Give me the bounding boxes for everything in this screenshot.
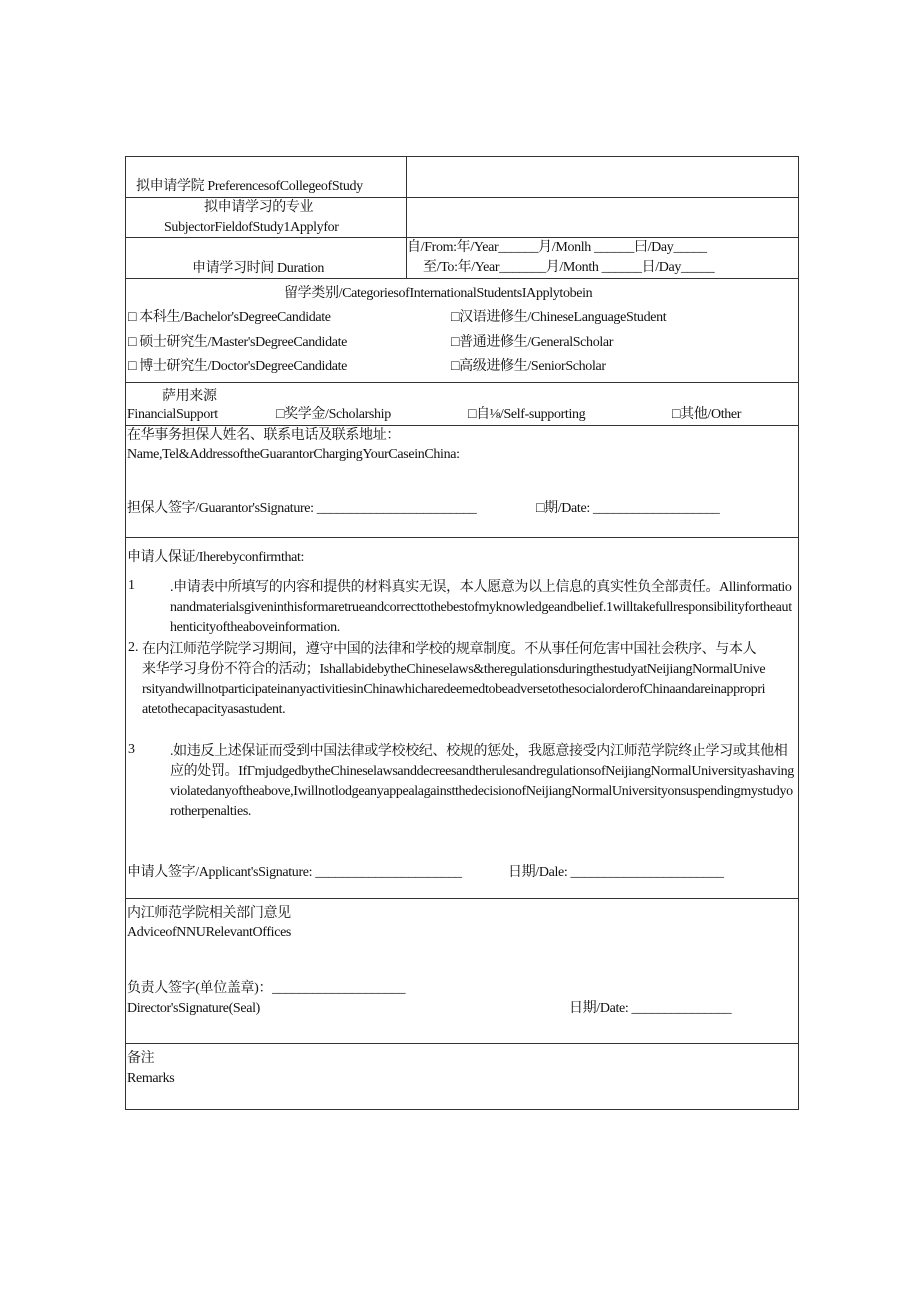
category-senior-scholar[interactable]: □高级进修生/SeniorScholar bbox=[451, 359, 606, 374]
applicant-signature[interactable]: 申请人签字/Applicant'sSignature: ______________________ bbox=[127, 865, 462, 880]
form-table bbox=[125, 156, 799, 1110]
item-number: 3 bbox=[128, 742, 135, 757]
item-text: 在内江师范学院学习期间，遵守中国的法律和学校的规章制度。不从事任何危害中国社会秩序、与本人来华学习身份不符合的活动；IshallabidebytheChineselaws&theregulationsduringthestudyatNeijiangNormalUniversityandwillnotparticipateinanyactivitiesinChinawhicharedeemedtobeadversetothesocialorderofChinaandareinappropriatetothecapacityasastudent. bbox=[142, 642, 766, 717]
subject-label-cn: 拟申请学习的专业 bbox=[204, 200, 314, 215]
guarantor-label-en: Name,Tel&AddressoftheGuarantorChargingYourCaseinChina: bbox=[127, 447, 460, 462]
item-number: 2. bbox=[128, 640, 139, 655]
confirm-item-1 bbox=[126, 578, 800, 648]
item-number: 1 bbox=[128, 578, 135, 593]
category-title: 留学类别/CategoriesofInternationalStudentsIApplytobein bbox=[284, 286, 593, 301]
row-divider bbox=[126, 278, 798, 279]
advice-label-cn: 内江师范学院相关部门意见 bbox=[127, 906, 291, 921]
college-field[interactable] bbox=[408, 159, 798, 195]
category-bachelor[interactable]: □ 本科生/Bachelor'sDegreeCandidate bbox=[128, 310, 331, 325]
remarks-label-cn: 备注 bbox=[127, 1051, 155, 1066]
college-label: 拟申请学院 PreferencesofCollegeofStudy bbox=[136, 179, 363, 194]
category-doctor[interactable]: □ 博士研究生/Doctor'sDegreeCandidate bbox=[128, 359, 348, 374]
director-signature-cn[interactable]: 负责人签字(单位盖章)：____________________ bbox=[127, 981, 406, 996]
item-text: .如违反上述保证而受到中国法律或学校校纪、校规的惩处，我愿意接受内江师范学院终止学习或其他相应的处罚。IfΓmjudgedbytheChineselawsanddecreesandtherulesandregulationsofNeijiangNormalUniversityashavingviolatedanyoftheabove,IwillnotlodgeanyappealagainstthedecisionofNeijiangNormalUniversityonsuspendingmystudyorotherpenalties. bbox=[170, 744, 794, 819]
remarks-label-en: Remarks bbox=[127, 1071, 175, 1086]
financial-label-cn: 萨用来源 bbox=[162, 389, 217, 404]
financial-other[interactable]: □其他/Other bbox=[672, 407, 742, 422]
director-signature-en: Director'sSignature(Seal) bbox=[127, 1001, 260, 1016]
item-text: .申请表中所填写的内容和提供的材料真实无误，本人愿意为以上信息的真实性负全部责任。Allinformationandmaterialsgiveninthisformaretrueandcorrecttothebestofmyknowledgeandbelief.1willtakefullresponsibilityfortheauthenticityoftheaboveinformation. bbox=[170, 580, 792, 635]
category-general-scholar[interactable]: □普通进修生/GeneralScholar bbox=[451, 335, 614, 350]
category-chinese-language[interactable]: □汉语进修生/ChineseLanguageStudent bbox=[451, 310, 667, 325]
director-date[interactable]: 日期/Date: _______________ bbox=[569, 1001, 732, 1016]
row-divider bbox=[126, 898, 798, 899]
guarantor-date[interactable]: □期/Date: ___________________ bbox=[536, 501, 720, 516]
column-divider bbox=[406, 157, 407, 278]
financial-scholarship[interactable]: □奖学金/Scholarship bbox=[276, 407, 391, 422]
applicant-date[interactable]: 日期/Dale: _______________________ bbox=[508, 865, 724, 880]
subject-field[interactable] bbox=[408, 199, 798, 235]
row-divider bbox=[126, 197, 798, 198]
row-divider bbox=[126, 237, 798, 238]
financial-self-supporting[interactable]: □自⅛/Self-supporting bbox=[468, 407, 586, 422]
advice-label-en: AdviceofNNURelevantOffices bbox=[127, 925, 292, 940]
financial-label-en: FinancialSupport bbox=[127, 407, 218, 422]
guarantor-label-cn: 在华事务担保人姓名、联系电话及联系地址： bbox=[127, 428, 400, 443]
row-divider bbox=[126, 1043, 798, 1044]
confirm-title: 申请人保证/Iherebyconfirmthat: bbox=[127, 550, 305, 565]
category-master[interactable]: □ 硕士研究生/Master'sDegreeCandidate bbox=[128, 335, 348, 350]
subject-label-en: SubjectorFieldofStudy1Applyfor bbox=[164, 220, 339, 235]
row-divider bbox=[126, 537, 798, 538]
confirm-item-3 bbox=[126, 742, 800, 842]
guarantor-signature[interactable]: 担保人签字/Guarantor'sSignature: ________________________ bbox=[127, 501, 477, 516]
duration-label: 申请学习时间 Duration bbox=[192, 261, 325, 276]
duration-to[interactable]: 至/To:年/Year_______月/Month ______日/Day_____ bbox=[423, 260, 715, 275]
confirm-item-2 bbox=[126, 640, 800, 750]
duration-from[interactable]: 自/From:年/Year______月/Monlh ______曰/Day_____ bbox=[407, 240, 707, 255]
row-divider bbox=[126, 425, 798, 426]
row-divider bbox=[126, 382, 798, 383]
